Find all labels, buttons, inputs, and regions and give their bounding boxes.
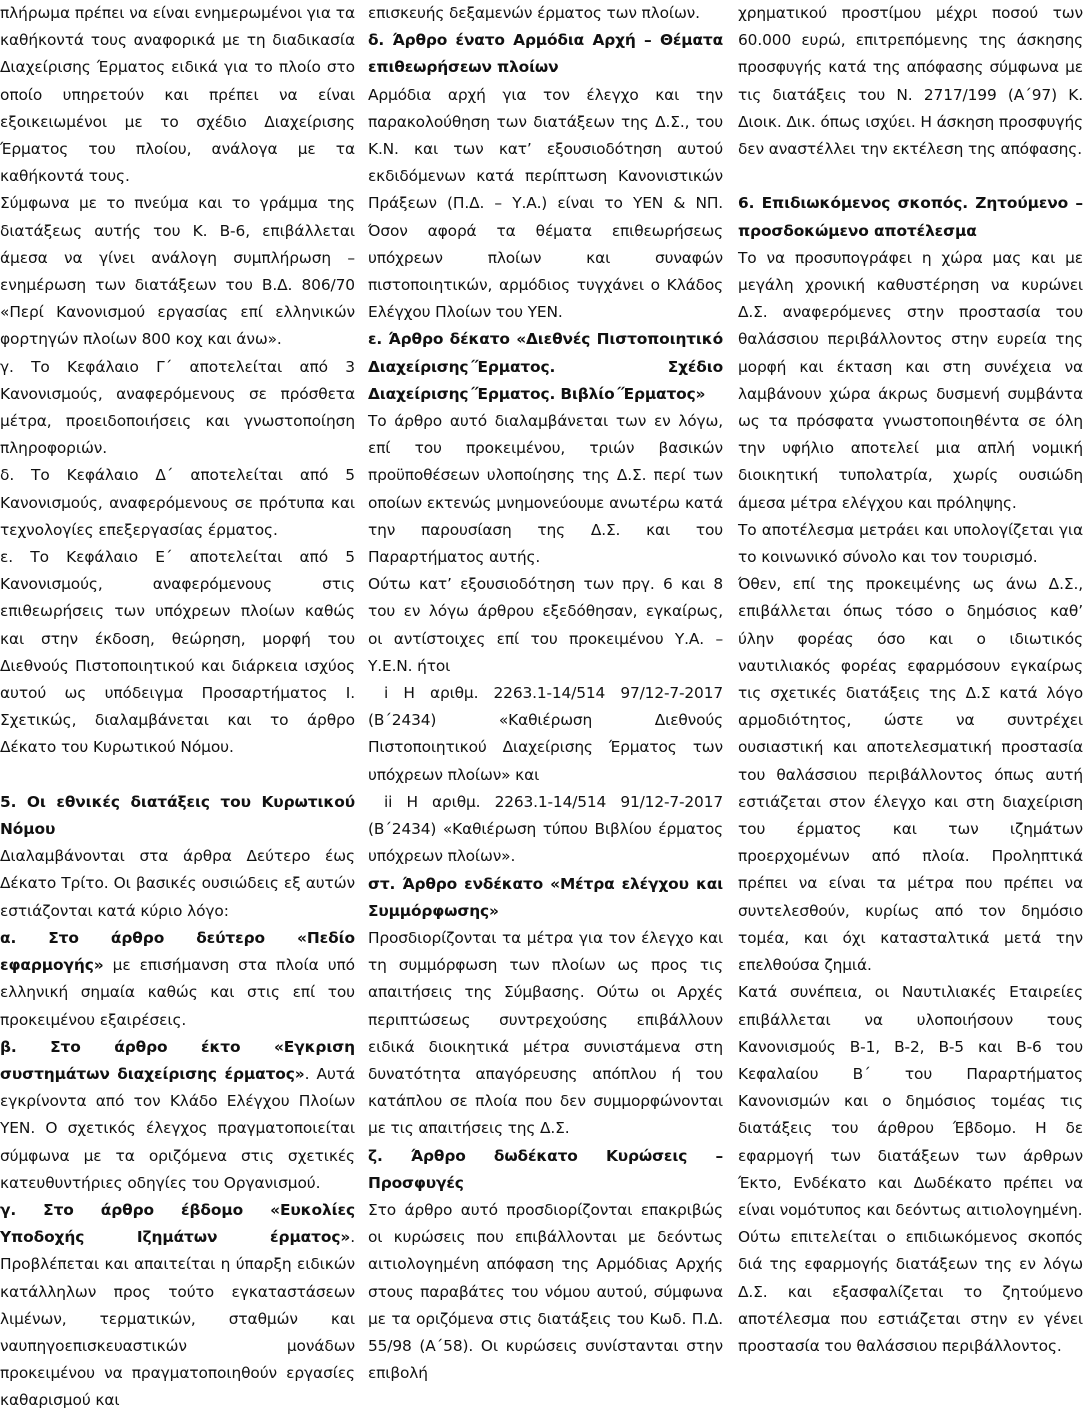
- paragraph: Όθεν, επί της προκειμένης ως άνω Δ.Σ., επιβάλλεται όπως τόσο ο δημόσιος καθ’ ύλην φορέας όσο και ο ιδιωτικός ναυτιλιακός φορέας εφαρμόσουν εγκαίρως τις σχετικές διατάξεις της Δ.Σ κατά λόγο αρμοδιότητος, ώστε να συντρέχει ουσιαστική και αποτελεσματική προστασία του θαλάσσιου περιβάλλοντος όπως αυτή εστιάζεται στον έλεγχο και στη διαχείριση του έρματος και των ιζημάτων προερχομένων από πλοία. Προληπτικά πρέπει να είναι τα μέτρα που πρέπει να συντελεσθούν, κυρίως από τον δημόσιο τομέα, και όχι κατασταλτικά μετά την επελθούσα ζημιά.: [738, 575, 1083, 975]
- paragraph: χρηματικού προστίμου μέχρι ποσού των 60.000 ευρώ, επιτρεπόμενης της άσκησης προσφυγής κατά της απόφασης σύμφωνα με τις διατάξεις του Ν. 2717/199 (Α΄97) Κ. Διοικ. Δικ. όπως ισχύει. Η άσκηση προσφυγής δεν αναστέλλει την εκτέλεση της απόφασης.: [738, 4, 1083, 159]
- paragraph: γ. Το Κεφάλαιο Γ΄ αποτελείται από 3 Κανονισμούς, αναφερόμενους σε πρόσθετα μέτρα, προειδοποιήσεις και γνωστοποίηση πληροφοριών.: [0, 357, 355, 458]
- paragraph-text: με επισήμανση στα πλοία υπό ελληνική σημαία καθώς και στις επί του προκειμένου εξαιρέσεις.: [0, 956, 355, 1029]
- paragraph-spacer: [0, 762, 355, 789]
- text-column-1: [0, 0, 355, 1410]
- paragraph: πλήρωμα πρέπει να είναι ενημερωμένοι για τα καθήκοντά τους αναφορικά με τη διαδικασία Διαχείρισης Έρματος ειδικά για το πλοίο στο οποίο υπηρετούν και πρέπει να είναι εξοικειωμένοι με το σχέδιο Διαχείρισης Έρματος του πλοίου, ανάλογα με τα καθήκοντά τους.: [0, 4, 355, 186]
- paragraph: Ούτω επιτελείται ο επιδιωκόμενος σκοπός διά της εφαρμογής διατάξεων της εν λόγω Δ.Σ. και εξασφαλίζεται το ζητούμενο αποτέλεσμα που εστιάζεται στην εν γένει προστασία του θαλάσσιου περιβάλλοντος.: [738, 1228, 1083, 1355]
- paragraph: επισκευής δεξαμενών έρματος των πλοίων.: [368, 4, 700, 22]
- section-heading: δ. Άρθρο ένατο Αρμόδια Αρχή – Θέματα επιθεωρήσεων πλοίων: [368, 31, 723, 77]
- paragraph: δ. Το Κεφάλαιο Δ΄ αποτελείται από 5 Κανονισμούς, αναφερόμενους σε πρότυπα και τεχνολογίες επεξεργασίας έρματος.: [0, 466, 355, 539]
- paragraph: Αρμόδια αρχή για τον έλεγχο και την παρακολούθηση των διατάξεων της Δ.Σ., του Κ.Ν. και των κατ’ εξουσιοδότηση αυτού εκδιδόμενων κατά περίπτωση Κανονιστικών Πράξεων (Π.Δ. – Υ.Α.) είναι το ΥΕΝ & ΝΠ. Όσον αφορά τα θέματα επιθεωρήσεως υπόχρεων πλοίων και συναφών πιστοποιητικών, αρμόδιος τυγχάνει ο Κλάδος Ελέγχου Πλοίων του ΥΕΝ.: [368, 85, 723, 322]
- paragraph: Σύμφωνα με το πνεύμα και το γράμμα της διατάξεως αυτής του Κ. Β-6, επιβάλλεται άμεσα να γίνει ανάλογη συμπλήρωση – ενημέρωση των διατάξεων του Β.Δ. 806/70 «Περί Κανονισμού εργασίας επί ελληνικών φορτηγών πλοίων 800 κοχ και άνω».: [0, 194, 355, 349]
- text-column-2: [368, 0, 723, 1383]
- text-column-3: [738, 0, 1083, 1355]
- paragraph: Ούτω κατ’ εξουσιοδότηση των πργ. 6 και 8 του εν λόγω άρθρου εξεδόθησαν, εγκαίρως, οι αντίστοιχες επί του προκειμένου Υ.Α. – Υ.Ε.Ν. ήτοι: [368, 575, 723, 675]
- subheading-inline: γ. Στο άρθρο έβδομο «Ευκολίες Υποδοχής Ιζημάτων έρματος»: [0, 1200, 355, 1247]
- paragraph: Κατά συνέπεια, οι Ναυτιλιακές Εταιρείες επιβάλλεται να υλοποιήσουν τους Κανονισμούς Β-1, Β-2, Β-5 και Β-6 του Κεφαλαίου Β΄ του Παραρτήματος Κανονισμών και ο δημόσιος τομέας τις διατάξεις του άρθρου Έβδομο. Η δε εφαρμογή των διατάξεων των άρθρων Έκτο, Ενδέκατο και Δωδέκατο πρέπει να είναι νομότυπος και δεόντως αιτιολογημένη.: [738, 983, 1083, 1219]
- section-heading: στ. Άρθρο ενδέκατο «Μέτρα ελέγχου και Συμμόρφωσης»: [368, 874, 723, 920]
- paragraph: [0, 1034, 355, 1197]
- section-heading: ζ. Άρθρο δωδέκατο Κυρώσεις – Προσφυγές: [368, 1146, 723, 1192]
- section-heading: ε. Άρθρο δέκατο «Διεθνές Πιστοποιητικό Διαχείρισης΄Έρματος. Σχέδιο Διαχείρισης΄Έρματος. Βιβλίο΄Έρματος»: [368, 330, 723, 403]
- paragraph: Προσδιορίζονται τα μέτρα για τον έλεγχο και τη συμμόρφωση των πλοίων ως προς τις απαιτήσεις της Σύμβασης. Ούτω οι Αρχές περιπτώσεως συντρεχούσης επιβάλλουν ειδικά διοικητικά μέτρα συνιστάμενα στη δυνατότητα απαγόρευσης απόπλου ή του κατάπλου σε πλοία που δεν συμμορφώνονται με τις απαιτήσεις της Δ.Σ.: [368, 928, 723, 1138]
- paragraph: Στο άρθρο αυτό προσδιορίζονται επακριβώς οι κυρώσεις που επιβάλλονται με δεόντως αιτιολογημένη απόφαση της Αρμόδιας Αρχής στους παραβάτες του νόμου αυτού, σύμφωνα με τα οριζόμενα στις διατάξεις του Κωδ. Π.Δ. 55/98 (Α΄58). Οι κυρώσεις συνίστανται στην επιβολή: [368, 1200, 723, 1383]
- paragraph: i Η αριθμ. 2263.1-14/514 97/12-7-2017 (Β΄2434) «Καθιέρωση Διεθνούς Πιστοποιητικού Διαχείρισης Έρματος των υπόχρεων πλοίων» και: [368, 684, 723, 784]
- paragraph: [0, 925, 355, 1034]
- paragraph-text: . Αυτά εγκρίνοντα από τον Κλάδο Ελέγχου Πλοίων ΥΕΝ. Ο σχετικός έλεγχος πραγματοποιείται σύμφωνα με τα οριζόμενα στις σχετικές κατευθυντήριες οδηγίες του Οργανισμού.: [0, 1064, 355, 1192]
- paragraph: Διαλαμβάνονται στα άρθρα Δεύτερο έως Δέκατο Τρίτο. Οι βασικές ουσιώδεις εξ αυτών εστιάζονται κατά κύριο λόγο:: [0, 847, 355, 920]
- paragraph: ii Η αριθμ. 2263.1-14/514 91/12-7-2017 (Β΄2434) «Καθιέρωση τύπου Βιβλίου έρματος υπόχρεων πλοίων».: [368, 792, 723, 866]
- paragraph-text: . Προβλέπεται και απαιτείται η ύπαρξη ειδικών κατάλληλων προς τούτο εγκαταστάσεων λιμένων, τερματικών, σταθμών και ναυπηγοεπισκευαστικών μονάδων προκειμένου να πραγματοποιηθούν εργασίες καθαρισμού και: [0, 1228, 355, 1410]
- section-heading: 5. Οι εθνικές διατάξεις του Κυρωτικού Νόμου: [0, 792, 355, 839]
- paragraph: Το αποτέλεσμα μετράει και υπολογίζεται για το κοινωνικό σύνολο και τον τουρισμό.: [738, 520, 1083, 567]
- paragraph: ε. Το Κεφάλαιο Ε΄ αποτελείται από 5 Κανονισμούς, αναφερόμενους στις επιθεωρήσεις των υπόχρεων πλοίων καθώς και στην έκδοση, θεώρηση, μορφή του Διεθνούς Πιστοποιητικού και διάρκεια ισχύος αυτού ως υπόδειγμα Προσαρτήματος Ι. Σχετικώς, διαλαμβάνεται και το άρθρο Δέκατο του Κυρωτικού Νόμου.: [0, 548, 355, 757]
- section-heading: 6. Επιδιωκόμενος σκοπός. Ζητούμενο – προσδοκώμενο αποτέλεσμα: [738, 194, 1083, 240]
- paragraph: Το να προσυπογράφει η χώρα μας και με μεγάλη χρονική καθυστέρηση να κυρώνει Δ.Σ. αναφερόμενες στην προστασία του θαλάσσιου περιβάλλοντος στην ευρεία της μορφή και έκταση και στη συνέχεια να λαμβάνουν χώρα άκρως δυσμενή συμβάντα ως τα πρόσφατα γνωστοποιηθέντα σε όλη την υφήλιο αποτελεί μια απλή νομική διοικητική τυπολατρία, χωρίς ουσιώδη άμεσα μέτρα ελέγχου και πρόληψης.: [738, 248, 1083, 512]
- subheading-inline: α. Στο άρθρο δεύτερο «Πεδίο εφαρμογής»: [0, 928, 355, 975]
- paragraph: [0, 1197, 355, 1415]
- paragraph-spacer: [738, 163, 1083, 190]
- subheading-inline: β. Στο άρθρο έκτο «Εγκριση συστημάτων διαχείρισης έρματος»: [0, 1037, 355, 1083]
- paragraph: Το άρθρο αυτό διαλαμβάνεται των εν λόγω, επί του προκειμένου, τριών βασικών προϋποθέσεων υλοποίησης της Δ.Σ. περί των οποίων εκτενώς μνημονεύουμε ανωτέρω κατά την παρουσίαση της Δ.Σ. και του Παραρτήματος αυτής.: [368, 412, 723, 567]
